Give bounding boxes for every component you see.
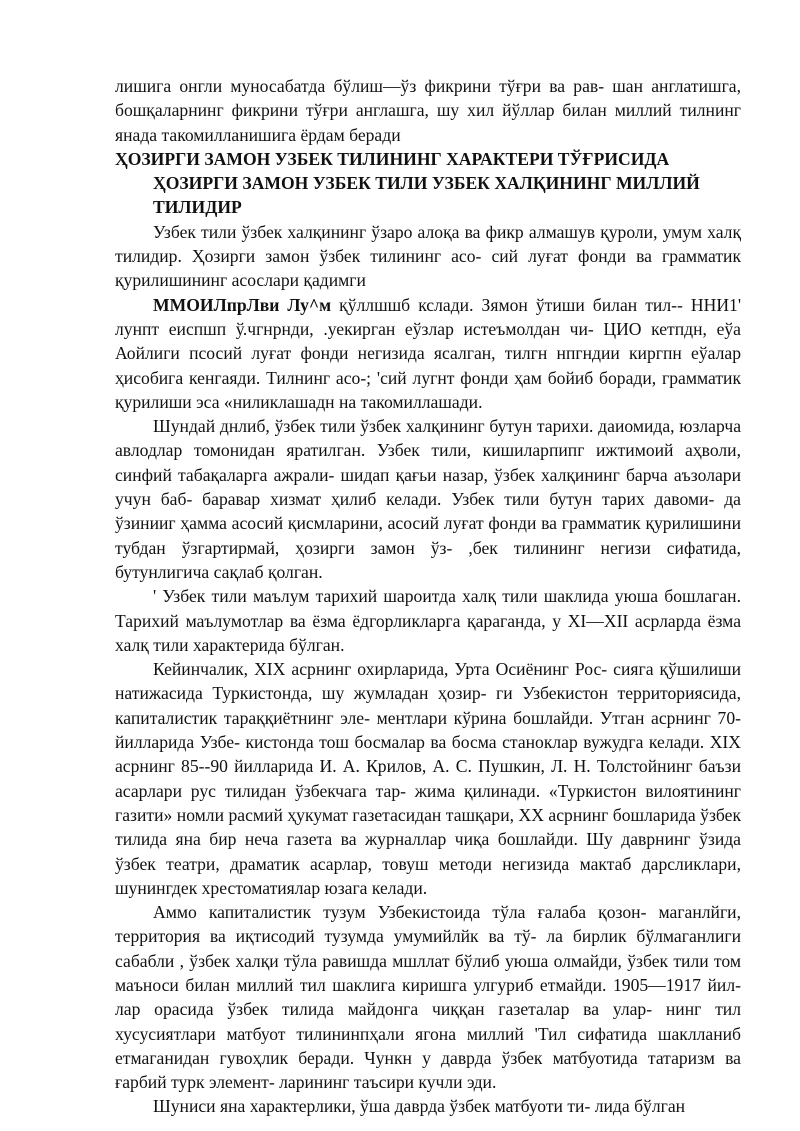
paragraph-7: Шуниси яна характерлики, ўша даврда ўзбек матбуоти ти- лида бўлган — [153, 1096, 686, 1117]
paragraph-6: Аммо капиталистик тузум Узбекистоида тўла ғалаба қозон- маганлйги, территория ва иқтисодий тузумда умумийлйк ва тў- ла бирлик бўлмаганлиги сабабли , ўзбек халқи тўла равишда мшллат бўлиб уюша олмайди, ўзбек тили том маъноси билан миллий тил шаклига киришга улгуриб етмайди. 1905—1917 йил- лар орасида ўзбек тилида майдонга чиққан газеталар ва улар- нинг тил хусусиятлари матбуот тилининпҳали ягона миллий 'Тил сифатида шаклланиб етмаганидан гувоҳлик беради. Чункн у даврда ўзбек матбуотида татаризм ва ғарбий турк элемент- ларининг таъсири кучли эди. — [115, 902, 741, 1093]
paragraph-2-bold-lead: ММОИЛпрЛви Лу^м — [153, 294, 332, 315]
paragraph-4: ' Узбек тили маълум тарихий шароитда халқ тили шаклида уюша бошлаган. Тарихий маълумотлар ва ёзма ёдгорликларга қараганда, у XI—XII асрларда ёзма халқ тили характерида бўлган. — [115, 586, 741, 655]
document-page — [115, 74, 741, 1119]
heading-sub: ҲОЗИРГИ ЗАМОН УЗБЕК ТИЛИ УЗБЕК ХАЛҚИНИНГ МИЛЛИЙ ТИЛИДИР — [153, 173, 700, 218]
paragraph-2-text: қўллшшб кслади. Зямон ўтиши билан тил-- ННИ1' лунпт еиспшп ў.чгнрнди, .уекирган еўзлар истеъмолдан чи- ЦИО кетпдн, еўа Аойлиги псосий луғат фонди негизида ясалган, тилгн нпгндии киргпн еўалар ҳисобига кенгаяди. Тилнинг асо-; 'сий лугнт фонди ҳам бойиб боради, грамматик қурилиши эса «ниликлашадн на такомиллашади. — [115, 294, 741, 412]
intro-paragraph: лишига онгли муносабатда бўлиш—ўз фикрини тўғри ва рав- шан англатишга, бошқаларнинг фикрини тўғри англашга, шу хил йўллар билан миллий тилнинг янада такомилланишига ёрдам беради — [115, 76, 741, 145]
heading-main: ҲОЗИРГИ ЗАМОН УЗБЕК ТИЛИНИНГ ХАРАКТЕРИ ТЎҒРИСИДА — [115, 148, 670, 169]
paragraph-1: Узбек тили ўзбек халқининг ўзаро алоқа ва фикр алмашув қуроли, умум халқ тилидир. Ҳозирги замон ўзбек тилининг асо- сий луғат фонди ва грамматик қурилишининг асослари қадимги — [115, 221, 741, 291]
paragraph-2 — [115, 293, 741, 414]
paragraph-3: Шундай днлиб, ўзбек тили ўзбек халқининг бутун тарихи. даиомида, юзларча авлодлар томонидан яратилган. Узбек тили, кишиларпипг ижтимоий аҳволи, синфий табақаларга ажрали- шидап қағьи назар, ўзбек халқининг барча аъзолари учун баб- баравар хизмат ҳилиб келади. Узбек тили бутун тарих давоми- да ўзинииг ҳамма асосий қисмларини, асосий луғат фонди ва грамматик қурилишини тубдан ўзгартирмай, ҳозирги замон ўз- ,бек тилининг негизи сифатида, бутунлигича сақлаб қолган. — [115, 416, 741, 582]
paragraph-5: Кейинчалик, XIX асрнинг охирларида, Урта Осиёнинг Рос- сияга қўшилиши натижасида Туркистонда, шу жумладан ҳозир- ги Узбекистон территориясида, капиталистик тараққиётнинг эле- ментлари кўрина бошлайди. Утган асрнинг 70-йилларида Узбе- кистонда тош босмалар ва босма станоклар вужудга келади. XIX асрнинг 85--90 йилларида И. А. Крилов, А. С. Пушкин, Л. Н. Толстойнинг баъзи асарлари рус тилидан ўзбекчага тар- жима қилинади. «Туркистон вилоятининг газити» номли расмий ҳукумат газетасидан ташқари, XX асрнинг бошларида ўзбек тилида яна бир неча газета ва журналлар чиқа бошлайди. Шу даврнинг ўзида ўзбек театри, драматик асарлар, товуш методи негизида мактаб дарсликлари, шунингдек хрестоматиялар юзага келади. — [115, 659, 741, 898]
